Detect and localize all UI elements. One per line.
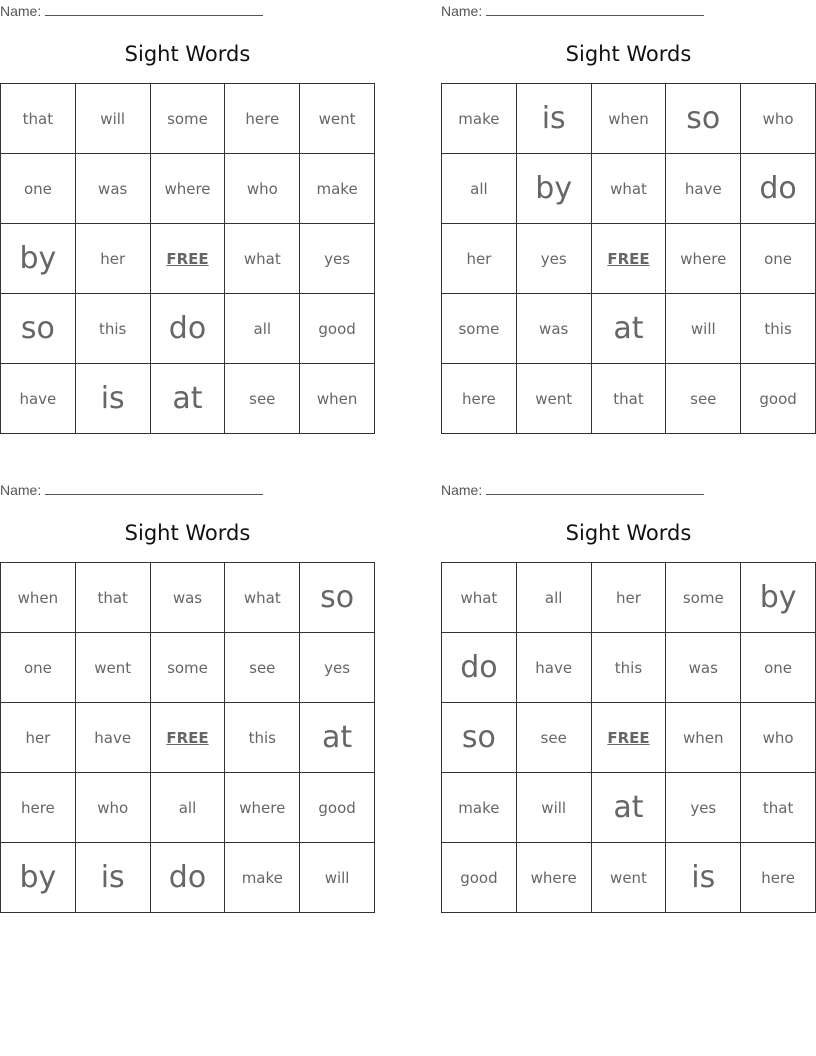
name-label: Name: xyxy=(0,3,42,19)
word-cell: so xyxy=(300,563,375,633)
word-cell: that xyxy=(741,773,816,843)
word-cell: make xyxy=(442,773,517,843)
bingo-grid xyxy=(441,562,816,913)
word-cell: here xyxy=(1,773,76,843)
word-cell: when xyxy=(1,563,76,633)
word-cell: so xyxy=(442,703,517,773)
grid-row xyxy=(1,224,375,294)
word-cell: some xyxy=(442,294,517,364)
word-cell: is xyxy=(75,843,150,913)
name-blank-line xyxy=(45,482,263,495)
word-cell: this xyxy=(75,294,150,364)
word-cell: good xyxy=(300,294,375,364)
grid-row xyxy=(1,563,375,633)
word-cell: here xyxy=(225,84,300,154)
grid-row xyxy=(1,843,375,913)
word-cell: at xyxy=(591,294,666,364)
name-label: Name: xyxy=(441,3,483,19)
free-space-cell: FREE xyxy=(591,703,666,773)
name-field xyxy=(441,482,704,498)
name-label: Name: xyxy=(0,482,42,498)
word-cell: is xyxy=(516,84,591,154)
word-cell: who xyxy=(741,84,816,154)
word-cell: some xyxy=(666,563,741,633)
grid-row xyxy=(1,633,375,703)
word-cell: her xyxy=(75,224,150,294)
word-cell: at xyxy=(150,364,225,434)
word-cell: do xyxy=(150,294,225,364)
grid-row xyxy=(442,633,816,703)
word-cell: one xyxy=(1,633,76,703)
word-cell: is xyxy=(666,843,741,913)
word-cell: make xyxy=(442,84,517,154)
word-cell: was xyxy=(516,294,591,364)
word-cell: that xyxy=(591,364,666,434)
name-blank-line xyxy=(486,3,704,16)
word-cell: who xyxy=(741,703,816,773)
word-cell: make xyxy=(225,843,300,913)
word-cell: who xyxy=(225,154,300,224)
free-space-cell: FREE xyxy=(150,703,225,773)
word-cell: make xyxy=(300,154,375,224)
word-cell: when xyxy=(591,84,666,154)
word-cell: what xyxy=(225,563,300,633)
card-title: Sight Words xyxy=(124,42,251,66)
name-blank-line xyxy=(486,482,704,495)
name-field xyxy=(0,3,263,19)
word-cell: do xyxy=(150,843,225,913)
word-cell: is xyxy=(75,364,150,434)
word-cell: where xyxy=(150,154,225,224)
word-cell: that xyxy=(75,563,150,633)
word-cell: where xyxy=(225,773,300,843)
word-cell: went xyxy=(300,84,375,154)
word-cell: yes xyxy=(666,773,741,843)
card-title: Sight Words xyxy=(124,521,251,545)
word-cell: yes xyxy=(516,224,591,294)
word-cell: good xyxy=(741,364,816,434)
word-cell: all xyxy=(516,563,591,633)
word-cell: have xyxy=(1,364,76,434)
word-cell: have xyxy=(666,154,741,224)
word-cell: went xyxy=(516,364,591,434)
word-cell: this xyxy=(225,703,300,773)
word-cell: do xyxy=(442,633,517,703)
card-title: Sight Words xyxy=(565,521,692,545)
grid-row xyxy=(442,154,816,224)
word-cell: that xyxy=(1,84,76,154)
bingo-grid xyxy=(0,562,375,913)
grid-row xyxy=(442,843,816,913)
word-cell: here xyxy=(741,843,816,913)
card-title: Sight Words xyxy=(565,42,692,66)
word-cell: see xyxy=(666,364,741,434)
word-cell: will xyxy=(516,773,591,843)
grid-row xyxy=(442,773,816,843)
word-cell: so xyxy=(1,294,76,364)
grid-row xyxy=(442,224,816,294)
word-cell: where xyxy=(666,224,741,294)
word-cell: see xyxy=(225,633,300,703)
grid-row xyxy=(1,773,375,843)
name-label: Name: xyxy=(441,482,483,498)
grid-row xyxy=(442,364,816,434)
word-cell: what xyxy=(591,154,666,224)
word-cell: was xyxy=(666,633,741,703)
grid-row xyxy=(442,703,816,773)
word-cell: her xyxy=(1,703,76,773)
word-cell: do xyxy=(741,154,816,224)
word-cell: her xyxy=(442,224,517,294)
word-cell: went xyxy=(591,843,666,913)
word-cell: who xyxy=(75,773,150,843)
grid-row xyxy=(442,294,816,364)
word-cell: good xyxy=(300,773,375,843)
word-cell: all xyxy=(225,294,300,364)
word-cell: by xyxy=(741,563,816,633)
word-cell: where xyxy=(516,843,591,913)
word-cell: some xyxy=(150,633,225,703)
word-cell: this xyxy=(741,294,816,364)
word-cell: see xyxy=(225,364,300,434)
word-cell: good xyxy=(442,843,517,913)
word-cell: all xyxy=(442,154,517,224)
word-cell: was xyxy=(75,154,150,224)
word-cell: what xyxy=(225,224,300,294)
word-cell: so xyxy=(666,84,741,154)
word-cell: at xyxy=(300,703,375,773)
grid-row xyxy=(1,703,375,773)
free-space-cell: FREE xyxy=(150,224,225,294)
word-cell: when xyxy=(666,703,741,773)
word-cell: one xyxy=(741,633,816,703)
bingo-grid xyxy=(0,83,375,434)
word-cell: yes xyxy=(300,633,375,703)
free-space-cell: FREE xyxy=(591,224,666,294)
word-cell: will xyxy=(75,84,150,154)
word-cell: was xyxy=(150,563,225,633)
word-cell: have xyxy=(75,703,150,773)
word-cell: all xyxy=(150,773,225,843)
word-cell: when xyxy=(300,364,375,434)
word-cell: yes xyxy=(300,224,375,294)
word-cell: one xyxy=(741,224,816,294)
word-cell: this xyxy=(591,633,666,703)
word-cell: what xyxy=(442,563,517,633)
word-cell: will xyxy=(666,294,741,364)
grid-row xyxy=(1,294,375,364)
grid-row xyxy=(442,84,816,154)
word-cell: by xyxy=(1,224,76,294)
name-field xyxy=(0,482,263,498)
word-cell: went xyxy=(75,633,150,703)
grid-row xyxy=(442,563,816,633)
bingo-grid xyxy=(441,83,816,434)
word-cell: one xyxy=(1,154,76,224)
word-cell: here xyxy=(442,364,517,434)
grid-row xyxy=(1,364,375,434)
word-cell: her xyxy=(591,563,666,633)
word-cell: by xyxy=(1,843,76,913)
word-cell: at xyxy=(591,773,666,843)
grid-row xyxy=(1,84,375,154)
word-cell: by xyxy=(516,154,591,224)
word-cell: will xyxy=(300,843,375,913)
word-cell: have xyxy=(516,633,591,703)
name-field xyxy=(441,3,704,19)
word-cell: some xyxy=(150,84,225,154)
word-cell: see xyxy=(516,703,591,773)
grid-row xyxy=(1,154,375,224)
name-blank-line xyxy=(45,3,263,16)
